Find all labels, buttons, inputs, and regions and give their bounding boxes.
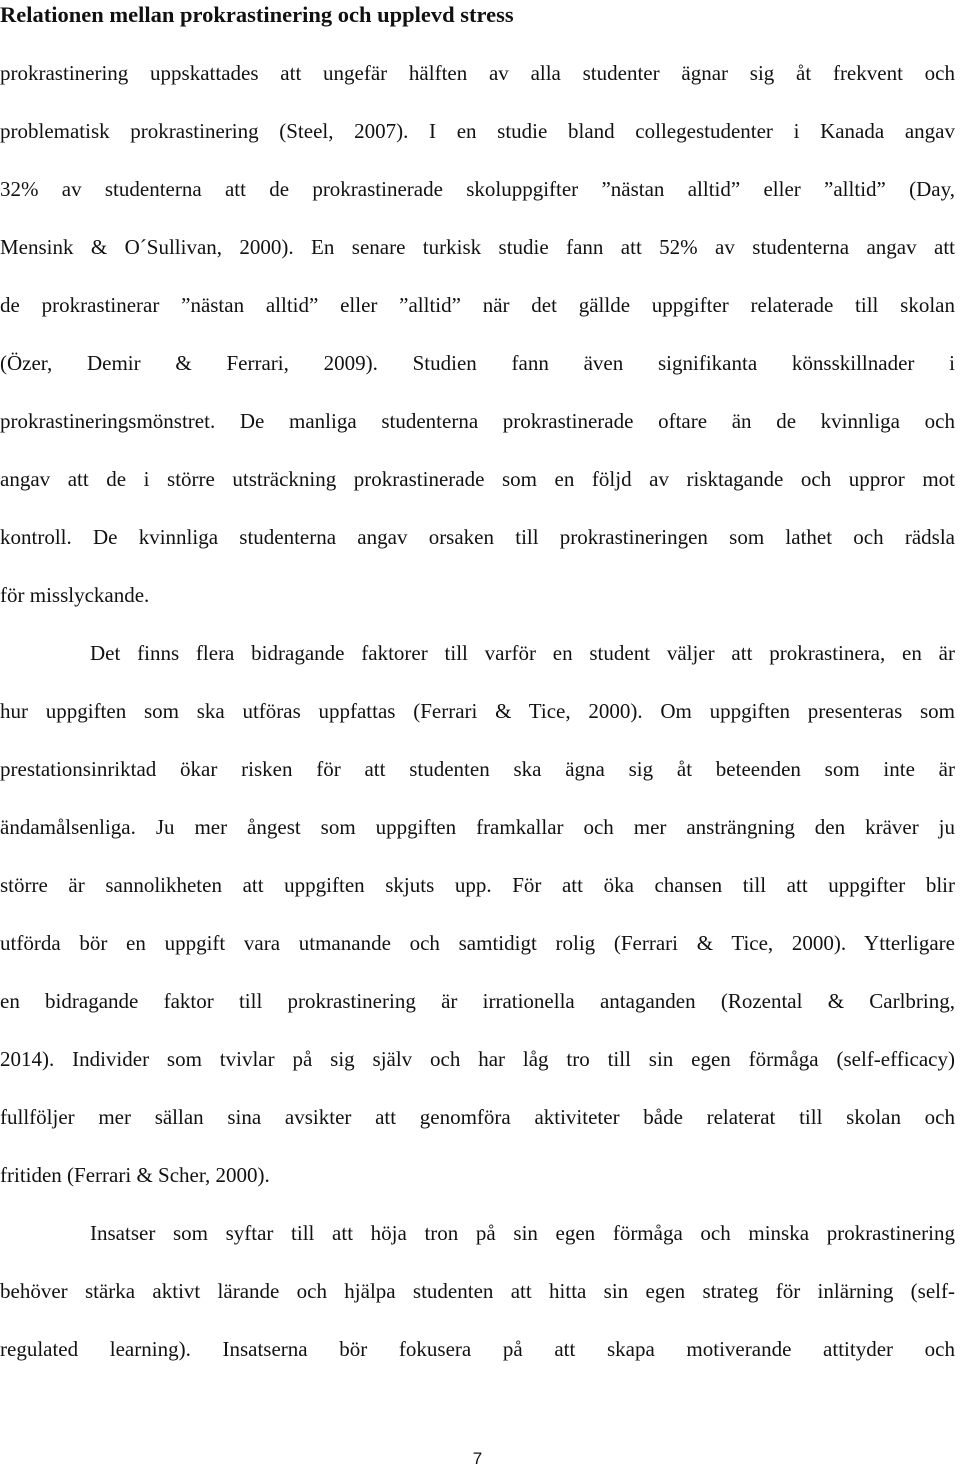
page-number: 7 [472, 1449, 483, 1468]
text-line: angav att de i större utsträckning prokrastinerade som en följd av risktagande och uppror mot [0, 467, 955, 491]
text-line: Det finns flera bidragande faktorer till varför en student väljer att prokrastinera, en är [90, 641, 955, 665]
text-line: kontroll. De kvinnliga studenterna angav orsaken till prokrastineringen som lathet och rädsla [0, 525, 955, 549]
text-line: 2014). Individer som tvivlar på sig själv och har låg tro till sin egen förmåga (self-efficacy) [0, 1047, 955, 1071]
text-line: för misslyckande. [0, 583, 150, 607]
text-line: hur uppgiften som ska utföras uppfattas (Ferrari & Tice, 2000). Om uppgiften presenteras som [0, 699, 955, 723]
text-line: prestationsinriktad ökar risken för att studenten ska ägna sig åt beteenden som inte är [0, 757, 955, 781]
text-line: problematisk prokrastinering (Steel, 2007). I en studie bland collegestudenter i Kanada angav [0, 119, 955, 143]
text-line: utförda bör en uppgift vara utmanande och samtidigt rolig (Ferrari & Tice, 2000). Ytterligare [0, 931, 955, 955]
text-line: ändamålsenliga. Ju mer ångest som uppgiften framkallar och mer ansträngning den kräver ju [0, 815, 955, 839]
text-line: Insatser som syftar till att höja tron på sin egen förmåga och minska prokrastinering [90, 1221, 955, 1245]
paragraph-3 [0, 1204, 955, 1378]
paragraph-2 [0, 624, 955, 1204]
text-line: 32% av studenterna att de prokrastinerade skoluppgifter ”nästan alltid” eller ”alltid” (Day, [0, 177, 955, 201]
running-header: Relationen mellan prokrastinering och upplevd stress [0, 2, 514, 27]
text-line: större är sannolikheten att uppgiften skjuts upp. För att öka chansen till att uppgifter blir [0, 873, 955, 897]
text-line: fritiden (Ferrari & Scher, 2000). [0, 1163, 270, 1187]
paragraph-1 [0, 44, 955, 624]
text-line: (Özer, Demir & Ferrari, 2009). Studien fann även signifikanta könsskillnader i [0, 351, 955, 375]
text-line: regulated learning). Insatserna bör fokusera på att skapa motiverande attityder och [0, 1337, 955, 1361]
text-line: fullföljer mer sällan sina avsikter att genomföra aktiviteter både relaterat till skolan och [0, 1105, 955, 1129]
text-line: Mensink & O´Sullivan, 2000). En senare turkisk studie fann att 52% av studenterna angav att [0, 235, 955, 259]
text-line: behöver stärka aktivt lärande och hjälpa studenten att hitta sin egen strateg för inlärning (self- [0, 1279, 955, 1303]
body-text [0, 44, 955, 1378]
text-line: prokrastineringsmönstret. De manliga studenterna prokrastinerade oftare än de kvinnliga och [0, 409, 955, 433]
text-line: prokrastinering uppskattades att ungefär hälften av alla studenter ägnar sig åt frekvent och [0, 61, 955, 85]
text-line: en bidragande faktor till prokrastinering är irrationella antaganden (Rozental & Carlbring, [0, 989, 955, 1013]
text-line: de prokrastinerar ”nästan alltid” eller ”alltid” när det gällde uppgifter relaterade till skolan [0, 293, 955, 317]
